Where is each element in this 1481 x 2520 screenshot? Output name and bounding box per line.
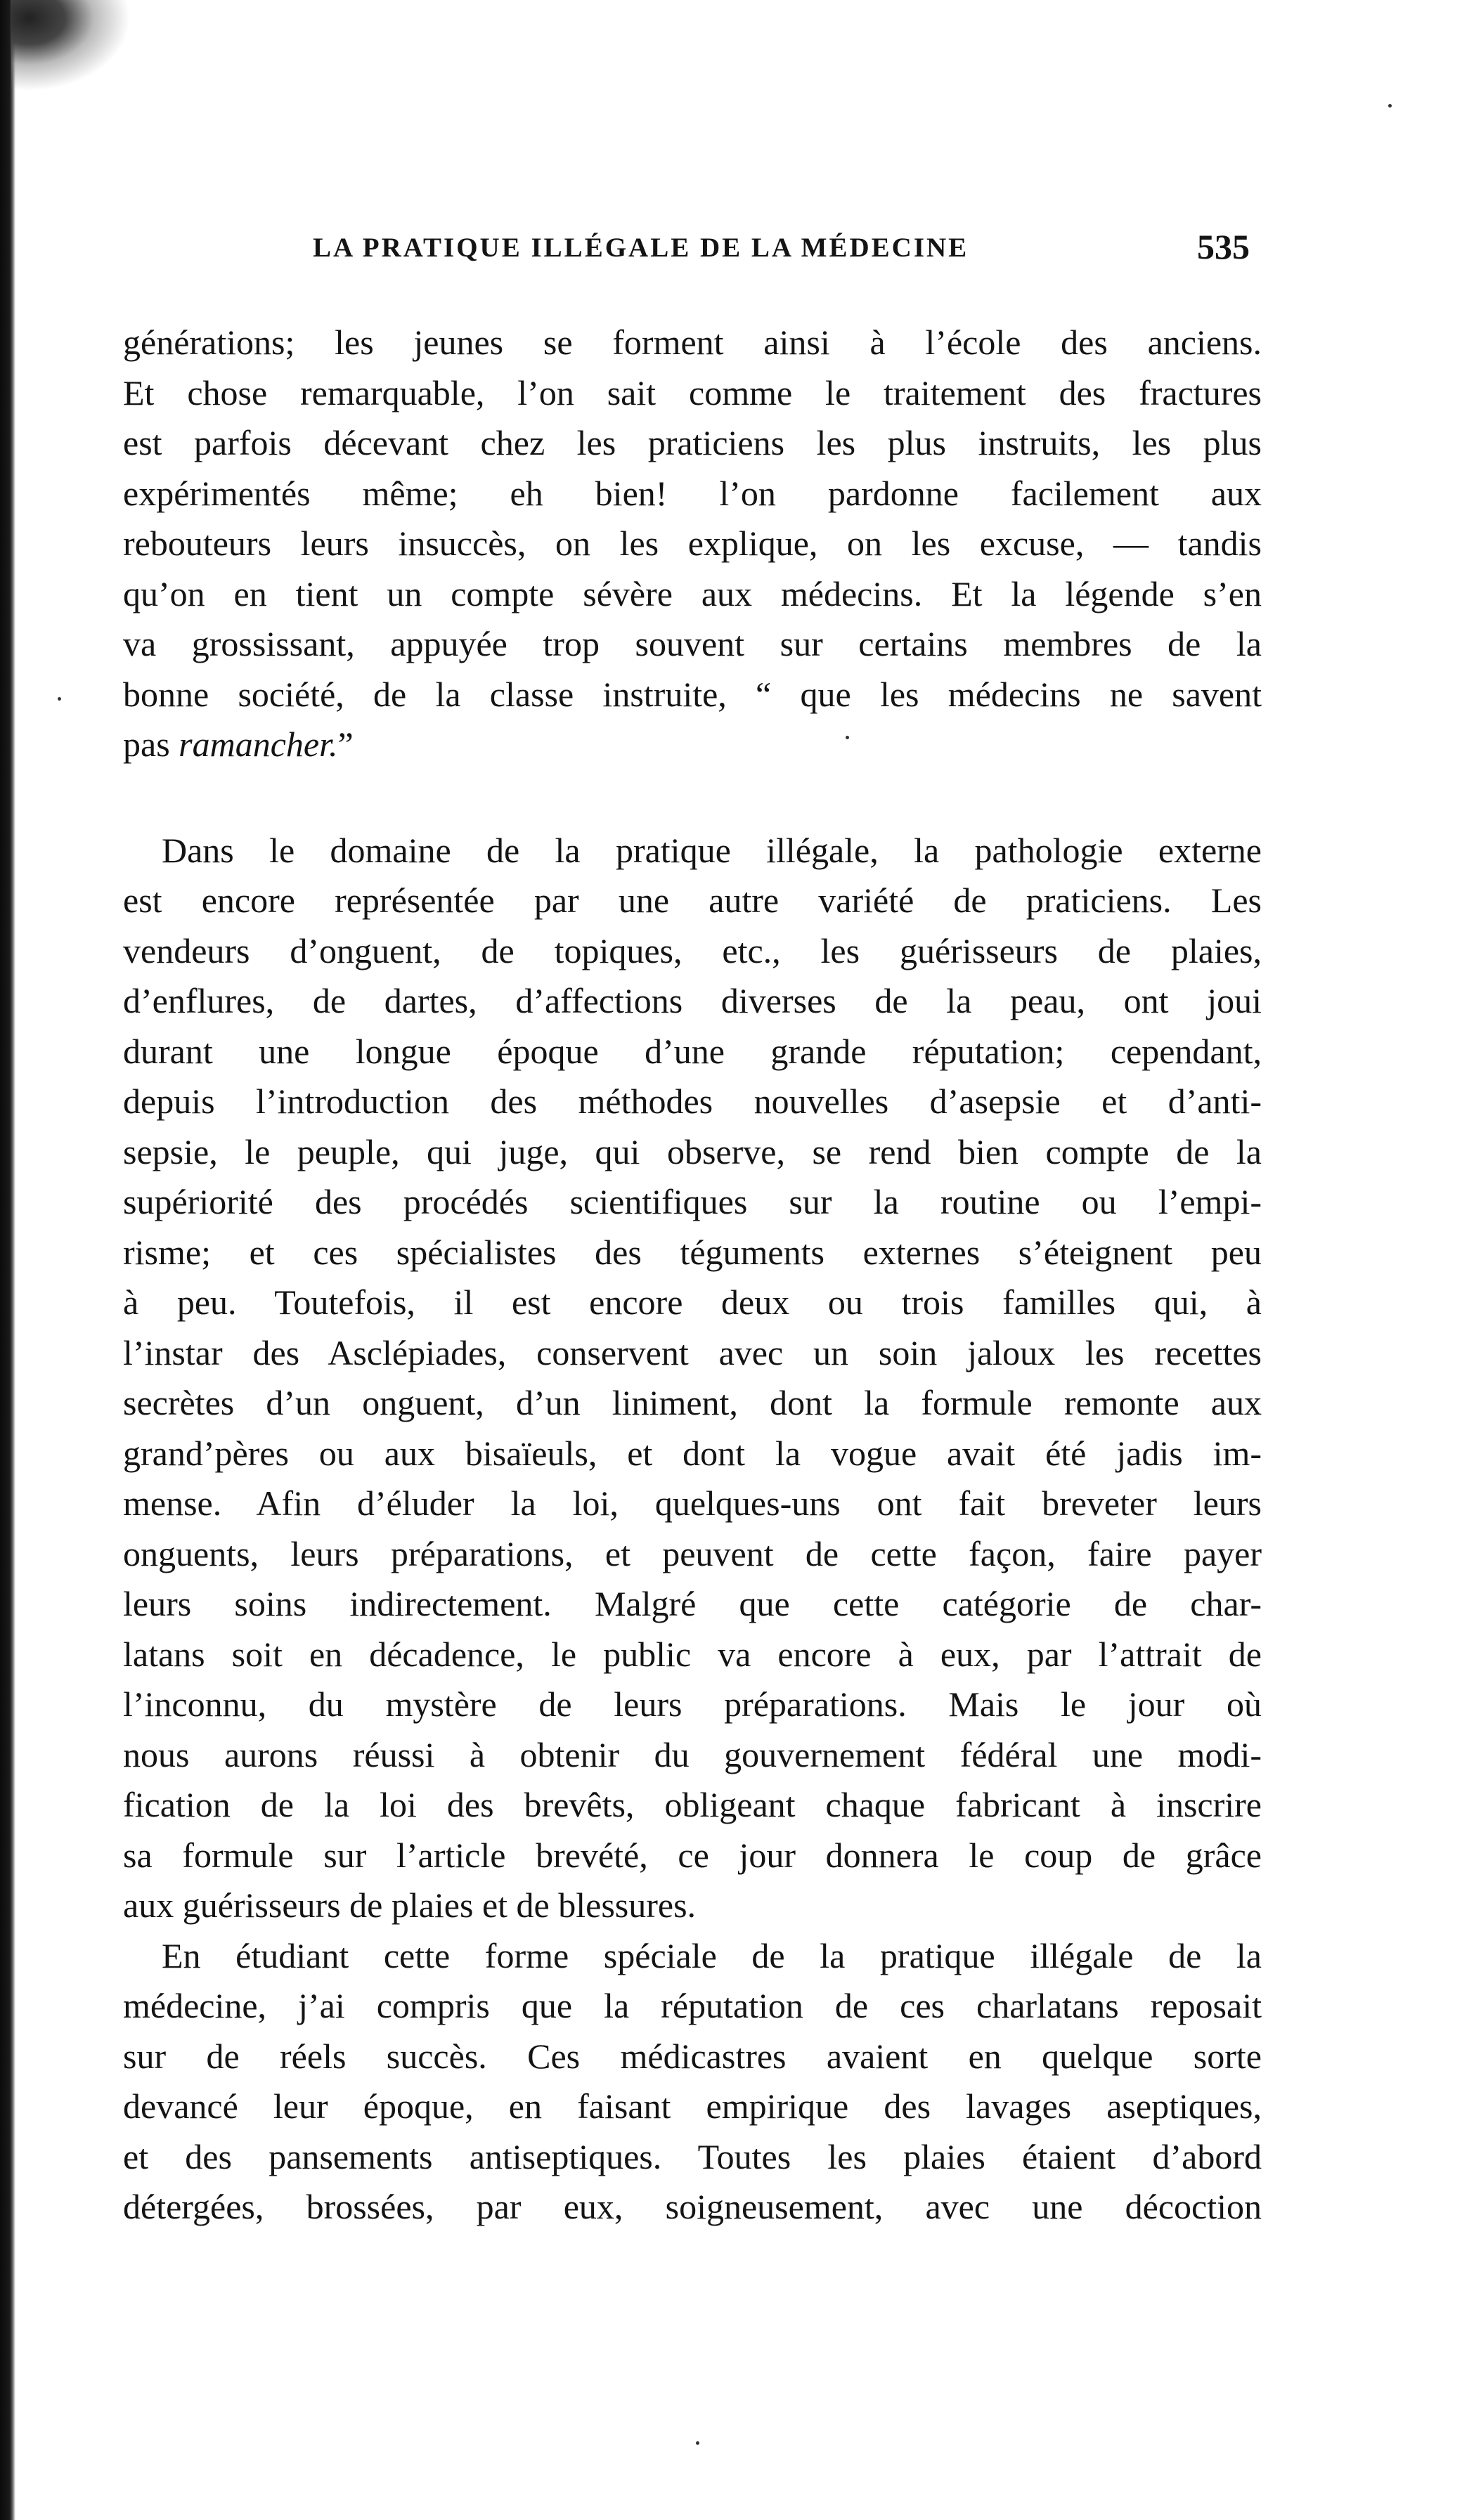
text-line: générations; les jeunes se forment ainsi à l’école des anciens. xyxy=(123,323,1262,362)
text-line: nous aurons réussi à obtenir du gouvernement fédéral une modi- xyxy=(123,1734,1262,1774)
text-line: détergées, brossées, par eux, soigneusement, avec une décoction xyxy=(123,2187,1262,2226)
text-line: latans soit en décadence, le public va encore à eux, par l’attrait de xyxy=(123,1634,1262,1674)
body-text xyxy=(123,318,1262,2233)
text-line: mense. Afin d’éluder la loi, quelques-uns ont fait breveter leurs xyxy=(123,1483,1262,1523)
paragraph-1 xyxy=(123,318,1262,770)
closing-quote: ” xyxy=(337,725,354,764)
text-line: va grossissant, appuyée trop souvent sur certains membres de la xyxy=(123,624,1262,663)
text-line: leurs soins indirectement. Malgré que cette catégorie de char- xyxy=(123,1584,1262,1623)
text-line: l’inconnu, du mystère de leurs préparations. Mais le jour où xyxy=(123,1684,1262,1724)
paragraph-3 xyxy=(123,1931,1262,2233)
text-line: d’enflures, de dartes, d’affections diverses de la peau, ont joui xyxy=(123,981,1262,1020)
running-head xyxy=(0,226,1481,268)
text-line: durant une longue époque d’une grande réputation; cependant, xyxy=(123,1031,1262,1071)
scan-speck xyxy=(696,2441,699,2445)
binding-smudge xyxy=(11,0,131,91)
text-line: est parfois décevant chez les praticiens les plus instruits, les plus xyxy=(123,423,1262,462)
text-line: aux guérisseurs de plaies et de blessures. xyxy=(123,1885,697,1925)
text-line: secrètes d’un onguent, d’un liniment, dont la formule remonte aux xyxy=(123,1383,1262,1422)
text-line: rebouteurs leurs insuccès, on les explique, on les excuse, — tandis xyxy=(123,524,1262,563)
text-line: sur de réels succès. Ces médicastres avaient en quelque sorte xyxy=(123,2036,1262,2076)
text-line: bonne société, de la classe instruite, “ que les médecins ne savent xyxy=(123,674,1262,714)
text-line: l’instar des Asclépiades, conservent avec un soin jaloux les recettes xyxy=(123,1332,1262,1372)
italic-word: ramancher. xyxy=(179,725,338,764)
text-line: est encore représentée par une autre variété de praticiens. Les xyxy=(123,881,1262,920)
text-line: En étudiant cette forme spéciale de la pratique illégale de la xyxy=(162,1935,1262,1975)
text-line: à peu. Toutefois, il est encore deux ou trois familles qui, à xyxy=(123,1282,1262,1322)
text-line: depuis l’introduction des méthodes nouvelles d’asepsie et d’anti- xyxy=(123,1082,1262,1121)
text-line-prefix: pas xyxy=(123,725,179,764)
text-line: fication de la loi des brevêts, obligeant chaque fabricant à inscrire xyxy=(123,1785,1262,1824)
text-line: médecine, j’ai compris que la réputation de ces charlatans reposait xyxy=(123,1986,1262,2025)
text-line: supériorité des procédés scientifiques sur la routine ou l’empi- xyxy=(123,1182,1262,1221)
scan-speck xyxy=(58,697,61,701)
text-line: devancé leur époque, en faisant empirique des lavages aseptiques, xyxy=(123,2086,1262,2126)
text-line: risme; et ces spécialistes des téguments externes s’éteignent peu xyxy=(123,1232,1262,1272)
text-line: Et chose remarquable, l’on sait comme le traitement des fractures xyxy=(123,372,1262,413)
paragraph-gap xyxy=(123,770,1262,826)
scan-speck xyxy=(1388,104,1392,108)
running-title: LA PRATIQUE ILLÉGALE DE LA MÉDECINE xyxy=(313,233,969,263)
text-line xyxy=(123,720,1262,770)
text-line: et des pansements antiseptiques. Toutes les plaies étaient d’abord xyxy=(123,2136,1262,2176)
text-line: onguents, leurs préparations, et peuvent de cette façon, faire payer xyxy=(123,1533,1262,1573)
text-line: Dans le domaine de la pratique illégale, la pathologie externe xyxy=(162,830,1262,870)
page-number: 535 xyxy=(1197,227,1250,266)
scan-speck xyxy=(846,736,849,739)
text-line: qu’on en tient un compte sévère aux médecins. Et la légende s’en xyxy=(123,573,1262,613)
text-line: expérimentés même; eh bien! l’on pardonne facilement aux xyxy=(123,473,1262,513)
paragraph-2 xyxy=(123,826,1262,1931)
text-line: sa formule sur l’article brevété, ce jour donnera le coup de grâce xyxy=(123,1835,1262,1875)
text-line: vendeurs d’onguent, de topiques, etc., les guérisseurs de plaies, xyxy=(123,930,1262,970)
binding-edge xyxy=(0,0,15,2520)
text-line: grand’pères ou aux bisaïeuls, et dont la vogue avait été jadis im- xyxy=(123,1433,1262,1473)
text-line: sepsie, le peuple, qui juge, qui observe, se rend bien compte de la xyxy=(123,1131,1262,1171)
